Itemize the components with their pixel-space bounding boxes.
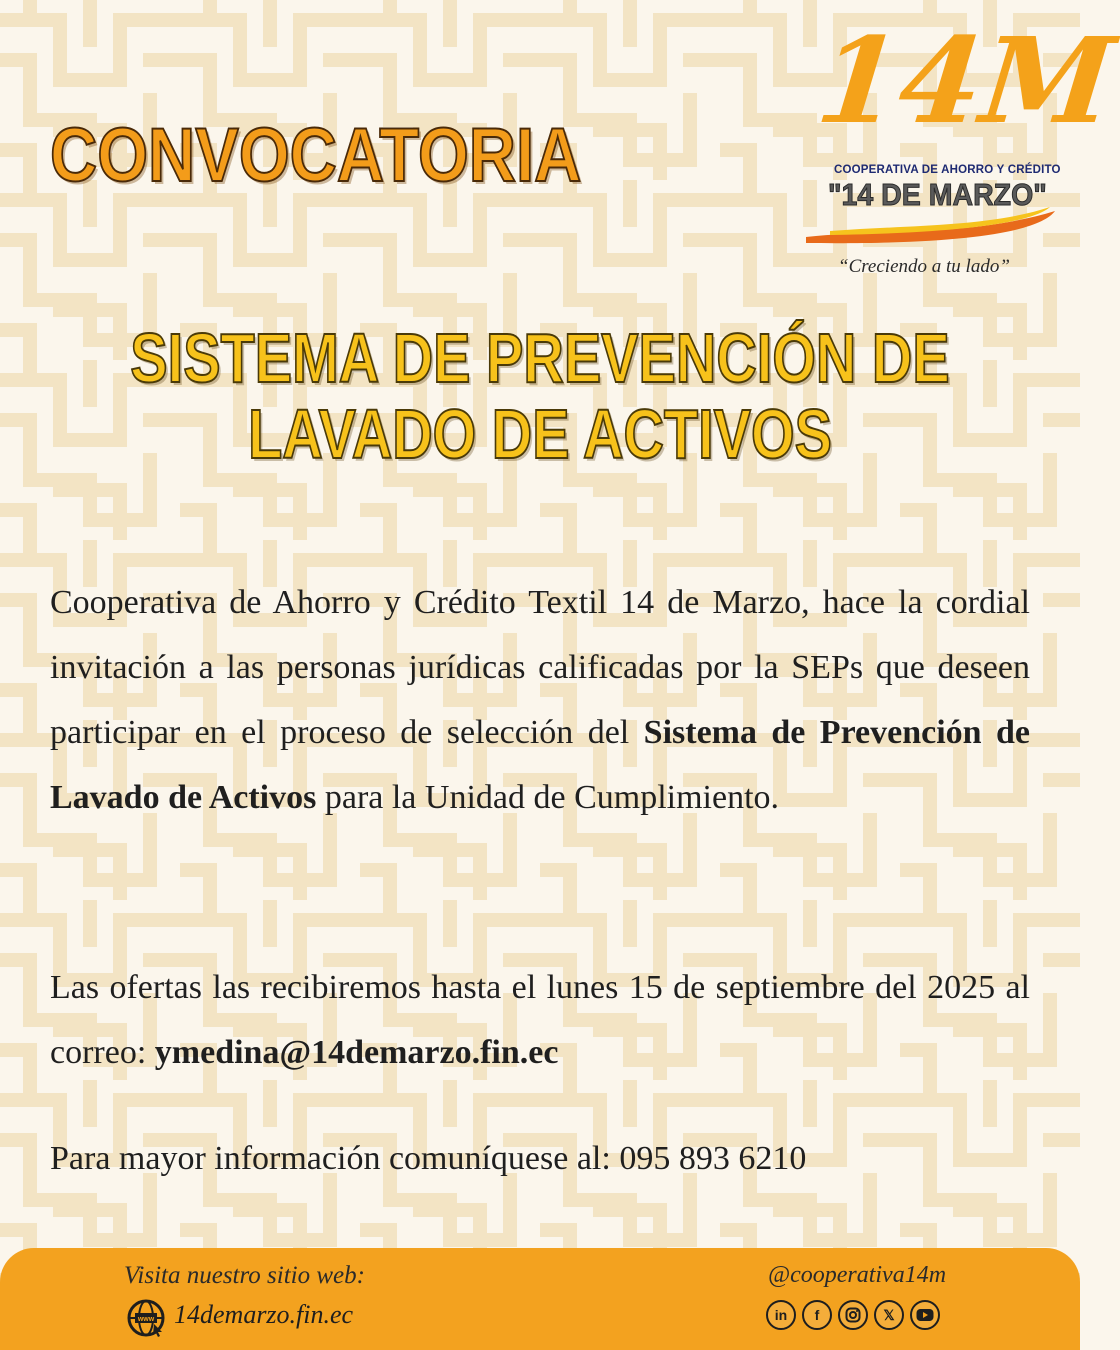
footer-bar (0, 1248, 1080, 1350)
contact-phone-paragraph: Para mayor información comuníquese al: 095 893 6210 (50, 1140, 807, 1177)
logo-swoosh-icon (800, 207, 1060, 247)
logo-tagline: COOPERATIVA DE AHORRO Y CRÉDITO (834, 164, 1061, 176)
svg-text:www: www (137, 1316, 155, 1323)
contact-email: ymedina@14demarzo.fin.ec (154, 1034, 559, 1071)
youtube-icon[interactable] (910, 1300, 940, 1330)
social-handle: @cooperativa14m (768, 1262, 947, 1288)
invitation-text-start: Cooperativa de Ahorro y Crédito Textil 14 de Marzo, hace la cordial invitación a las personas jurídicas calificadas por la SEPs que deseen participar en el proceso de selección del (50, 584, 1030, 751)
company-logo (800, 11, 1120, 282)
invitation-paragraph (50, 570, 1030, 830)
linkedin-icon[interactable]: in (766, 1300, 796, 1330)
logo-name: "14 DE MARZO" (828, 177, 1047, 212)
logo-mark: 14M (810, 11, 1120, 150)
subject-line-1: SISTEMA DE PREVENCIÓN DE (130, 319, 950, 397)
instagram-icon[interactable] (838, 1300, 868, 1330)
deadline-paragraph (50, 955, 1030, 1085)
page-title: CONVOCATORIA (50, 113, 582, 198)
invitation-system-name: Sistema de Prevención de Lavado de Activos (50, 714, 1031, 816)
globe-icon (126, 1298, 166, 1338)
subject-heading (0, 320, 1080, 472)
invitation-text-end: para la Unidad de Cumplimiento. (316, 779, 780, 816)
visit-website-label: Visita nuestro sitio web: (124, 1262, 365, 1289)
social-icons (766, 1300, 940, 1330)
x-icon[interactable]: 𝕏 (874, 1300, 904, 1330)
facebook-icon[interactable]: f (802, 1300, 832, 1330)
deadline-text: Las ofertas las recibiremos hasta el lunes 15 de septiembre del 2025 al correo: (50, 969, 1030, 1071)
subject-line-2: LAVADO DE ACTIVOS (248, 395, 832, 473)
website-link[interactable]: 14demarzo.fin.ec (174, 1300, 354, 1329)
logo-slogan: “Creciendo a tu lado” (838, 256, 1010, 277)
